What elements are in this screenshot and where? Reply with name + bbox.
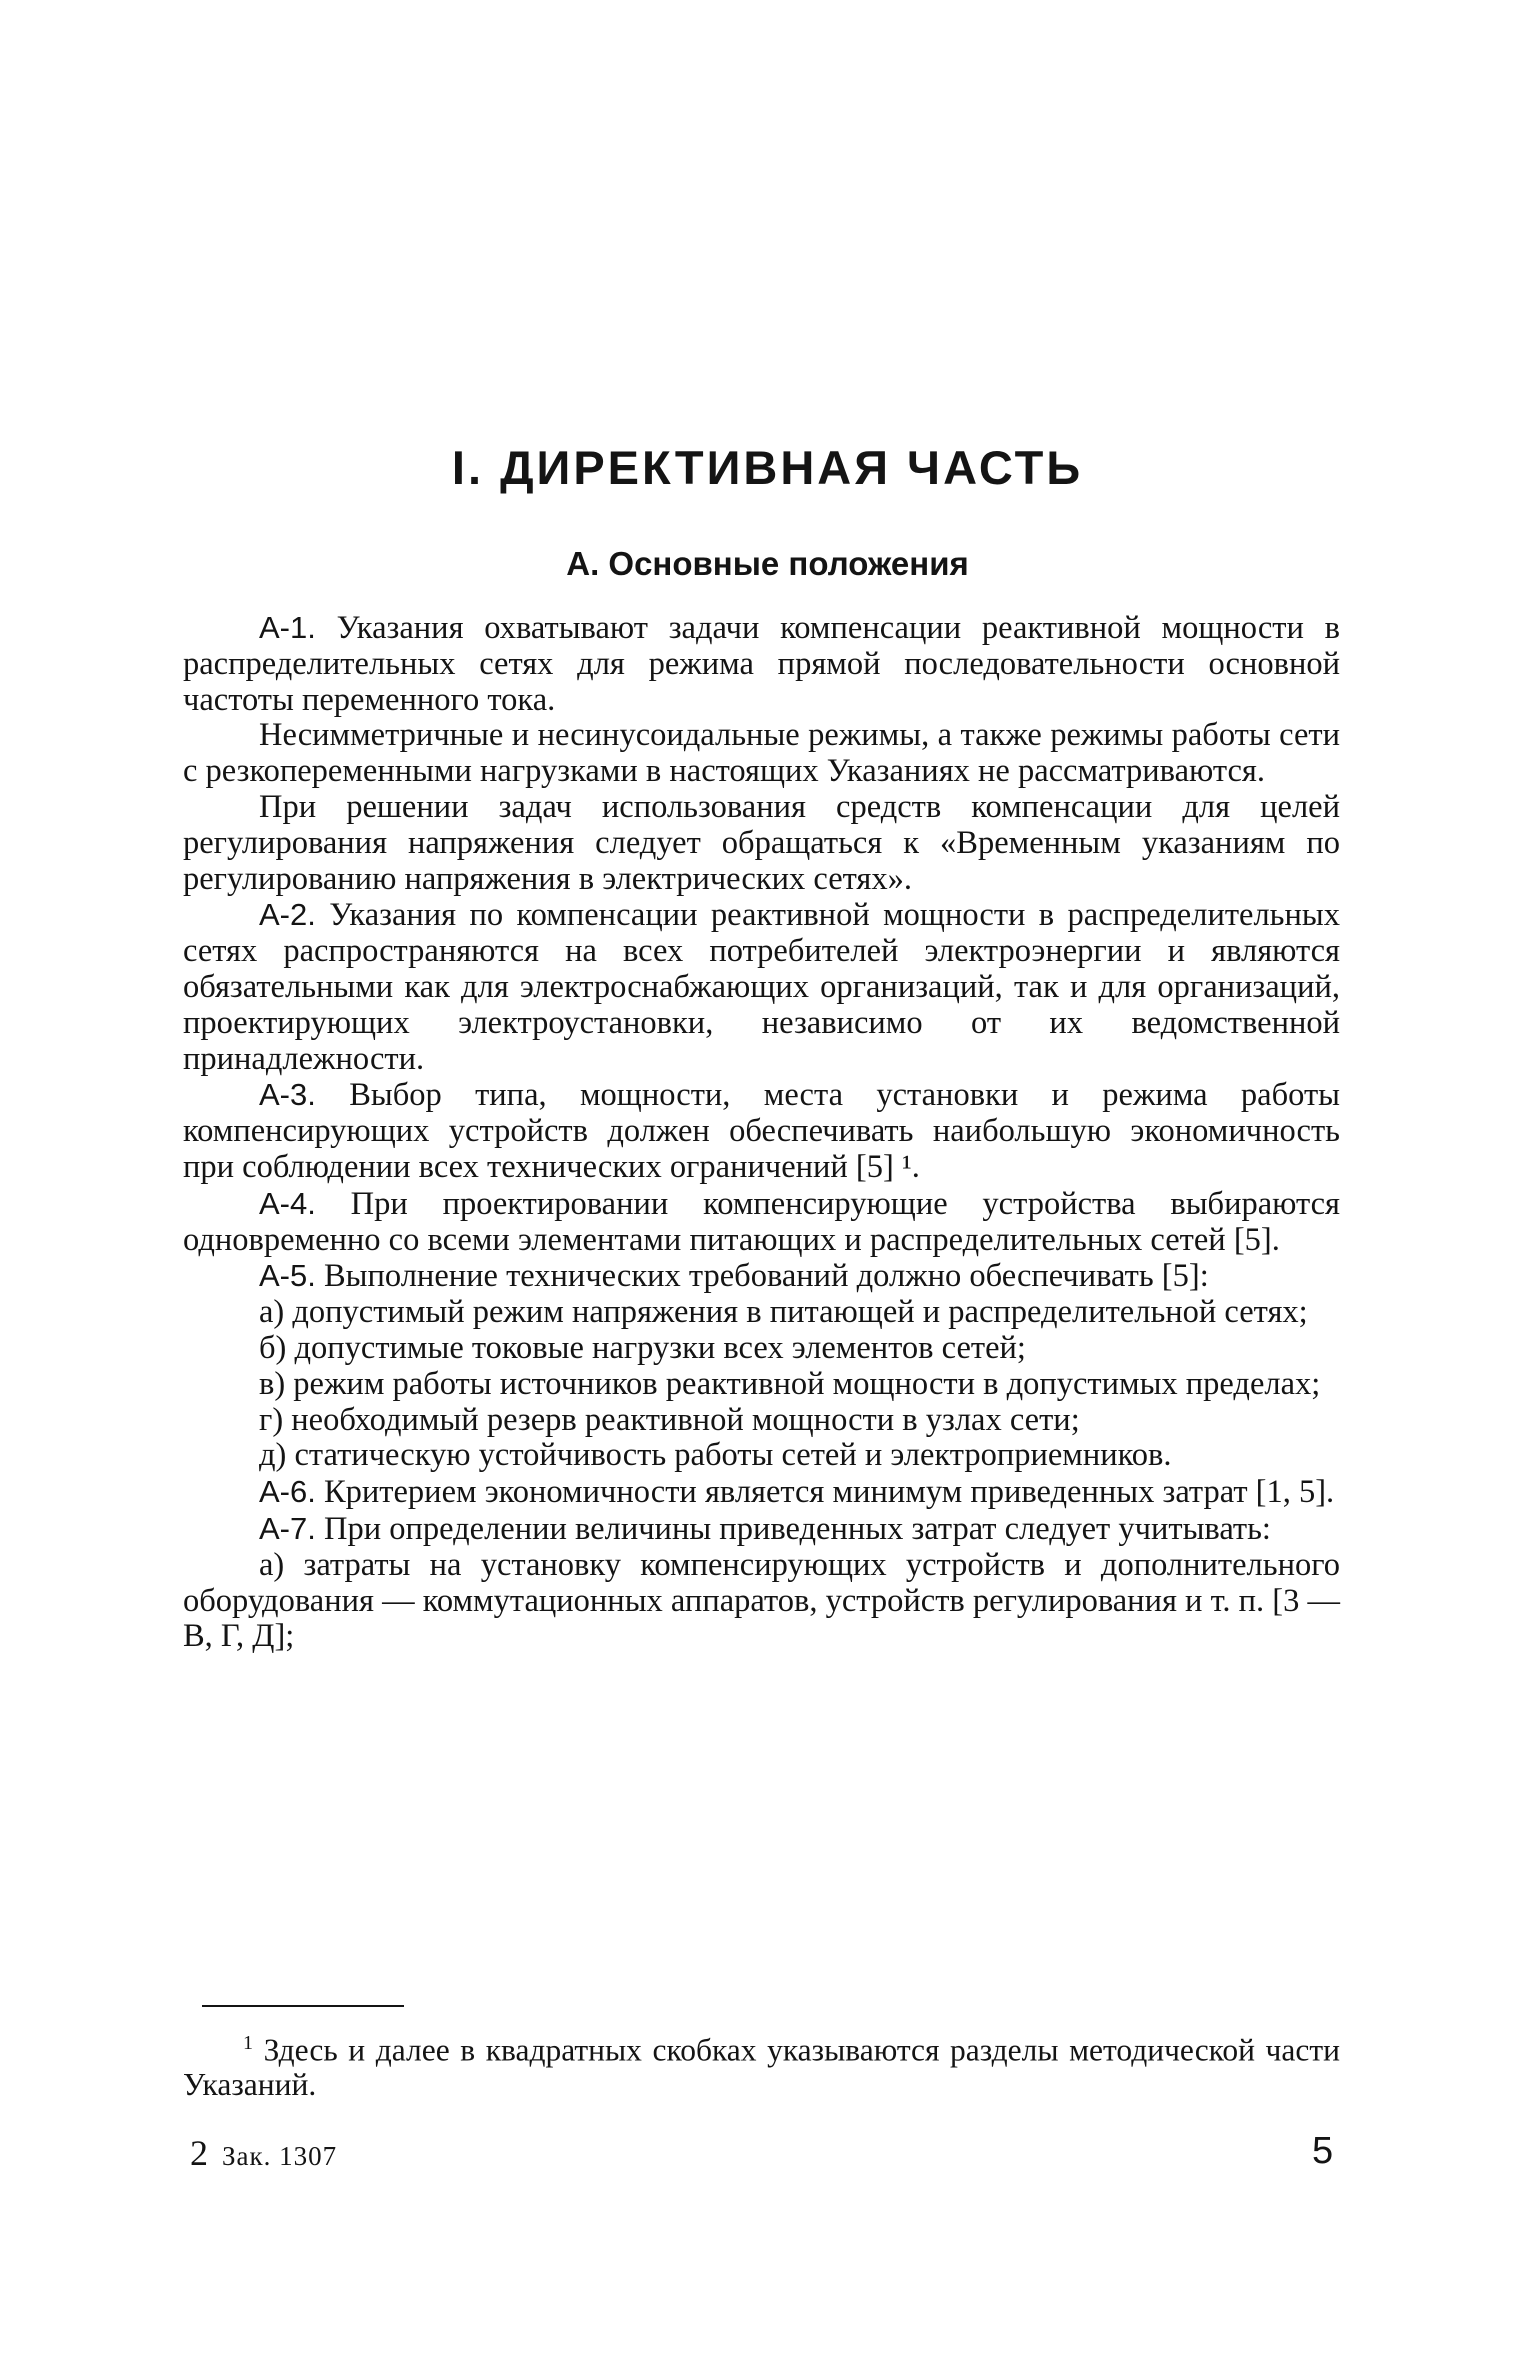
paragraph	[183, 897, 1340, 1077]
paragraph-text: Несимметричные и несинусоидальные режимы, а также режимы работы сети с резкопеременными нагрузками в настоящих Указаниях не рассматриваются.	[183, 717, 1340, 790]
paragraph-label: А-7.	[259, 1510, 316, 1546]
paragraph-text: г) необходимый резерв реактивной мощности в узлах сети;	[259, 1401, 1080, 1438]
footnote-text: Здесь и далее в квадратных скобках указываются разделы методической части Указаний.	[183, 2032, 1340, 2102]
paragraph-text: Выполнение технических требований должно обеспечивать [5]:	[315, 1258, 1209, 1295]
paragraph-text: д) статическую устойчивость работы сетей и электроприемников.	[259, 1437, 1172, 1474]
paragraph-text: Критерием экономичности является минимум приведенных затрат [1, 5].	[315, 1474, 1335, 1511]
paragraph-label: А-4.	[259, 1185, 316, 1221]
page-number: 5	[1312, 2130, 1334, 2172]
paragraph-text: в) режим работы источников реактивной мощности в допустимых пределах;	[259, 1365, 1321, 1402]
printing-signature	[190, 2132, 337, 2174]
paragraph	[183, 1077, 1340, 1185]
paragraph-text: а) затраты на установку компенсирующих устройств и дополнительного оборудования — коммутационных аппаратов, устройств регулирования и т. п. [3 — В, Г, Д];	[183, 1546, 1340, 1655]
body-text	[183, 610, 1340, 1655]
paragraph	[183, 718, 1340, 790]
list-item	[183, 1403, 1340, 1439]
paragraph-label: А-2.	[259, 897, 316, 933]
footnote-divider	[202, 2005, 404, 2007]
list-item	[183, 1367, 1340, 1403]
paragraph	[183, 1474, 1340, 1511]
list-item	[183, 1438, 1340, 1474]
paragraph	[183, 1511, 1340, 1548]
paragraph	[183, 1258, 1340, 1295]
paragraph-text: При решении задач использования средств компенсации для целей регулирования напряжения следует обращаться к «Временным указаниям по регулированию напряжения в электрических сетях».	[183, 788, 1340, 897]
paragraph-text: При определении величины приведенных затрат следует учитывать:	[315, 1510, 1271, 1547]
paragraph-label: А-3.	[259, 1077, 316, 1113]
paragraph	[183, 1186, 1340, 1259]
list-item	[183, 1331, 1340, 1367]
signature-number: 2	[190, 2133, 208, 2173]
paragraph-text: Выбор типа, мощности, места установки и режима работы компенсирующих устройств должен обеспечивать наибольшую экономичность при соблюдении всех технических ограничений [5] ¹.	[183, 1077, 1340, 1185]
paragraph-text: а) допустимый режим напряжения в питающей и распределительной сетях;	[259, 1294, 1308, 1331]
paragraph-label: А-6.	[259, 1474, 316, 1510]
chapter-title: I. ДИРЕКТИВНАЯ ЧАСТЬ	[451, 441, 1084, 494]
list-item	[183, 1295, 1340, 1331]
paragraph	[183, 610, 1340, 718]
paragraph-label: А-5.	[259, 1258, 316, 1294]
paragraph-text: Указания охватывают задачи компенсации реактивной мощности в распределительных сетях для режима прямой последовательности основной частоты переменного тока.	[183, 610, 1340, 718]
paragraph-text: При проектировании компенсирующие устройства выбираются одновременно со всеми элементами питающих и распределительных сетей [5].	[183, 1185, 1340, 1258]
footnote-marker: 1	[243, 2032, 253, 2054]
footnote	[183, 2026, 1340, 2102]
paragraph-label: А-1.	[259, 610, 316, 645]
list-item	[183, 1548, 1340, 1655]
order-number: Зак. 1307	[222, 2141, 338, 2171]
paragraph	[183, 790, 1340, 897]
paragraph-text: Указания по компенсации реактивной мощности в распределительных сетях распространяются на всех потребителей электроэнергии и являются обязательными как для электроснабжающих организаций, так и для организаций, проектирующих электроустановки, независимо от их ведомственной принадлежности.	[183, 897, 1340, 1077]
paragraph-text: б) допустимые токовые нагрузки всех элементов сетей;	[259, 1329, 1026, 1366]
section-title: А. Основные положения	[566, 545, 969, 582]
